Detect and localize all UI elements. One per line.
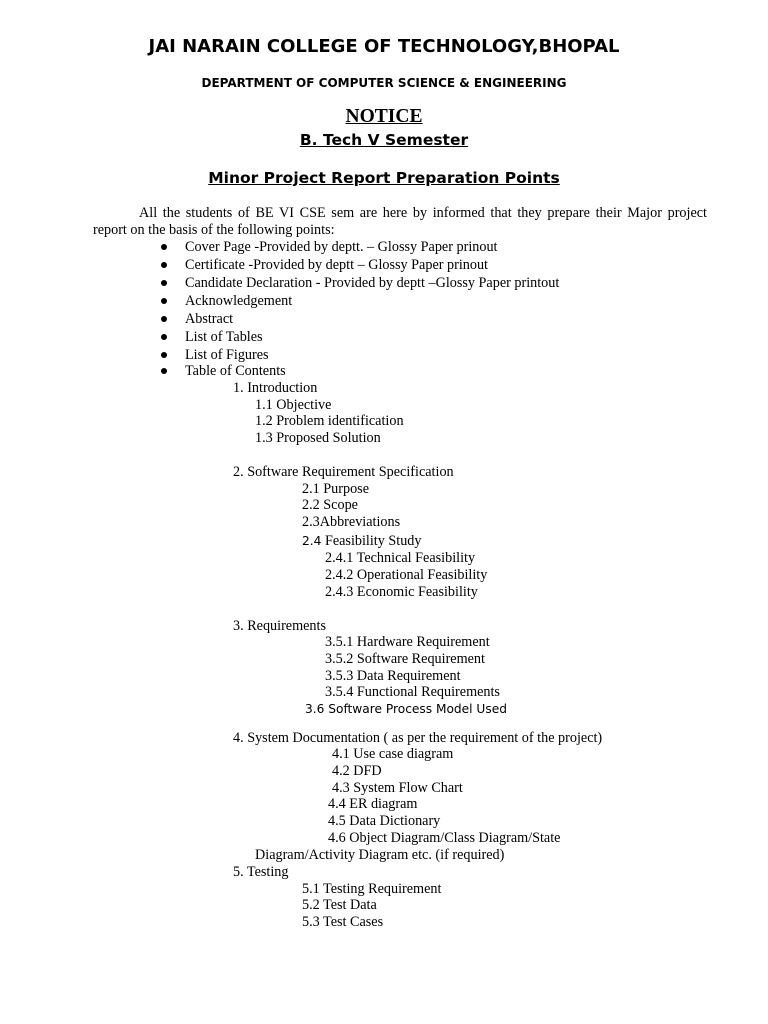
toc-subsubsection: 2.4.2 Operational Feasibility (325, 567, 488, 583)
college-name: JAI NARAIN COLLEGE OF TECHNOLOGY,BHOPAL (148, 36, 620, 57)
toc-section-heading: 1. Introduction (233, 380, 318, 396)
bullet-icon (161, 352, 167, 358)
toc-subsection (302, 533, 422, 550)
toc-subsection: 3.6 Software Process Model Used (305, 702, 507, 716)
notice-title: NOTICE (345, 106, 423, 127)
bullet-icon (161, 334, 167, 340)
toc-subsubsection: 2.4.1 Technical Feasibility (325, 550, 476, 566)
toc-subsection: 2.2 Scope (302, 497, 358, 513)
toc-subsection: 1.3 Proposed Solution (255, 430, 381, 446)
toc-section-heading: 5. Testing (233, 864, 289, 880)
toc-subsection: 5.3 Test Cases (302, 914, 384, 930)
toc-subsubsection: 3.5.3 Data Requirement (325, 668, 461, 684)
department-name: DEPARTMENT OF COMPUTER SCIENCE & ENGINEERING (201, 76, 567, 90)
toc-subsection: 4.2 DFD (332, 763, 382, 779)
toc-section-heading: 2. Software Requirement Specification (233, 464, 454, 480)
toc-subsection: 4.5 Data Dictionary (328, 813, 441, 829)
subject-heading: Minor Project Report Preparation Points (208, 169, 560, 187)
toc-subsection: 1.2 Problem identification (255, 413, 404, 429)
toc-section-heading: 3. Requirements (233, 618, 326, 634)
toc-subsection: 4.1 Use case diagram (332, 746, 454, 762)
toc-subsubsection: 3.5.4 Functional Requirements (325, 684, 500, 700)
bullet-icon (161, 280, 167, 286)
toc-subsubsection: 3.5.1 Hardware Requirement (325, 634, 490, 650)
bullet-icon (161, 244, 167, 250)
toc-section-heading: 4. System Documentation ( as per the requirement of the project) (233, 730, 603, 746)
toc-subsection: 4.6 Object Diagram/Class Diagram/State (328, 830, 561, 846)
toc-subsection: 4.3 System Flow Chart (332, 780, 463, 796)
bullet-icon (161, 368, 167, 374)
intro-paragraph (93, 205, 707, 238)
toc-subsection: 1.1 Objective (255, 397, 332, 413)
toc-subsection: 4.4 ER diagram (328, 796, 418, 812)
toc-label: Feasibility Study (321, 533, 422, 549)
notice-page: JAI NARAIN COLLEGE OF TECHNOLOGY,BHOPAL DEPARTMENT OF COMPUTER SCIENCE & ENGINEERING NOTICE B. Tech V Semester Minor Project Report Preparation Points All the students of BE VI CSE sem are here by informed that they prepare their Major project report on the basis of the following points: Cover Page -Provided by deptt. – Glossy Paper prinout Certificate -Provided by deptt – Glossy Paper prinout Candidate Declaration - Provided by deptt –Glossy Paper printout Acknowledgement Abstract List of Tables List of Figures Table of Contents 1. Introduction 1.1 Objective 1.2 Problem identification 1.3 Proposed Solution 2. Software Requirement Specification 2.1 Purpose 2.2 Scope 2.3Abbreviations 2.4 Feasibility Study 2.4.1 Technical Feasibility 2.4.2 Operational Feasibility 2.4.3 Economic Feasibility 3. Requirements 3.5.1 Hardware Requirement 3.5.2 Software Requirement 3.5.3 Data Requirement 3.5.4 Functional Requirements 3.6 Software Process Model Used 4. System Documentation ( as per the requirement of the project) 4.1 Use case diagram 4.2 DFD 4.3 System Flow Chart 4.4 ER diagram 4.5 Data Dictionary 4.6 Object Diagram/Class Diagram/State Diagram/Activity Diagram etc. (if required) 5. Testing 5.1 Testing Requirement 5.2 Test Data 5.3 Test Cases (0, 0, 768, 1024)
bullet-icon (161, 298, 167, 304)
toc-subsection-continued: Diagram/Activity Diagram etc. (if required) (255, 847, 505, 863)
toc-subsection: 5.2 Test Data (302, 897, 377, 913)
intro-text: All the students of BE VI CSE sem are here by informed that they prepare their Major project report on the basis of the following points: (93, 205, 707, 238)
semester-heading: B. Tech V Semester (299, 131, 469, 149)
toc-subsection: 2.1 Purpose (302, 481, 369, 497)
toc-subsection: 2.3Abbreviations (302, 514, 401, 530)
toc-subsubsection: 2.4.3 Economic Feasibility (325, 584, 478, 600)
toc-subsection: 5.1 Testing Requirement (302, 881, 442, 897)
toc-subsubsection: 3.5.2 Software Requirement (325, 651, 485, 667)
bullet-icon (161, 262, 167, 268)
bullet-icon (161, 316, 167, 322)
toc-number: 2.4 (302, 534, 322, 548)
